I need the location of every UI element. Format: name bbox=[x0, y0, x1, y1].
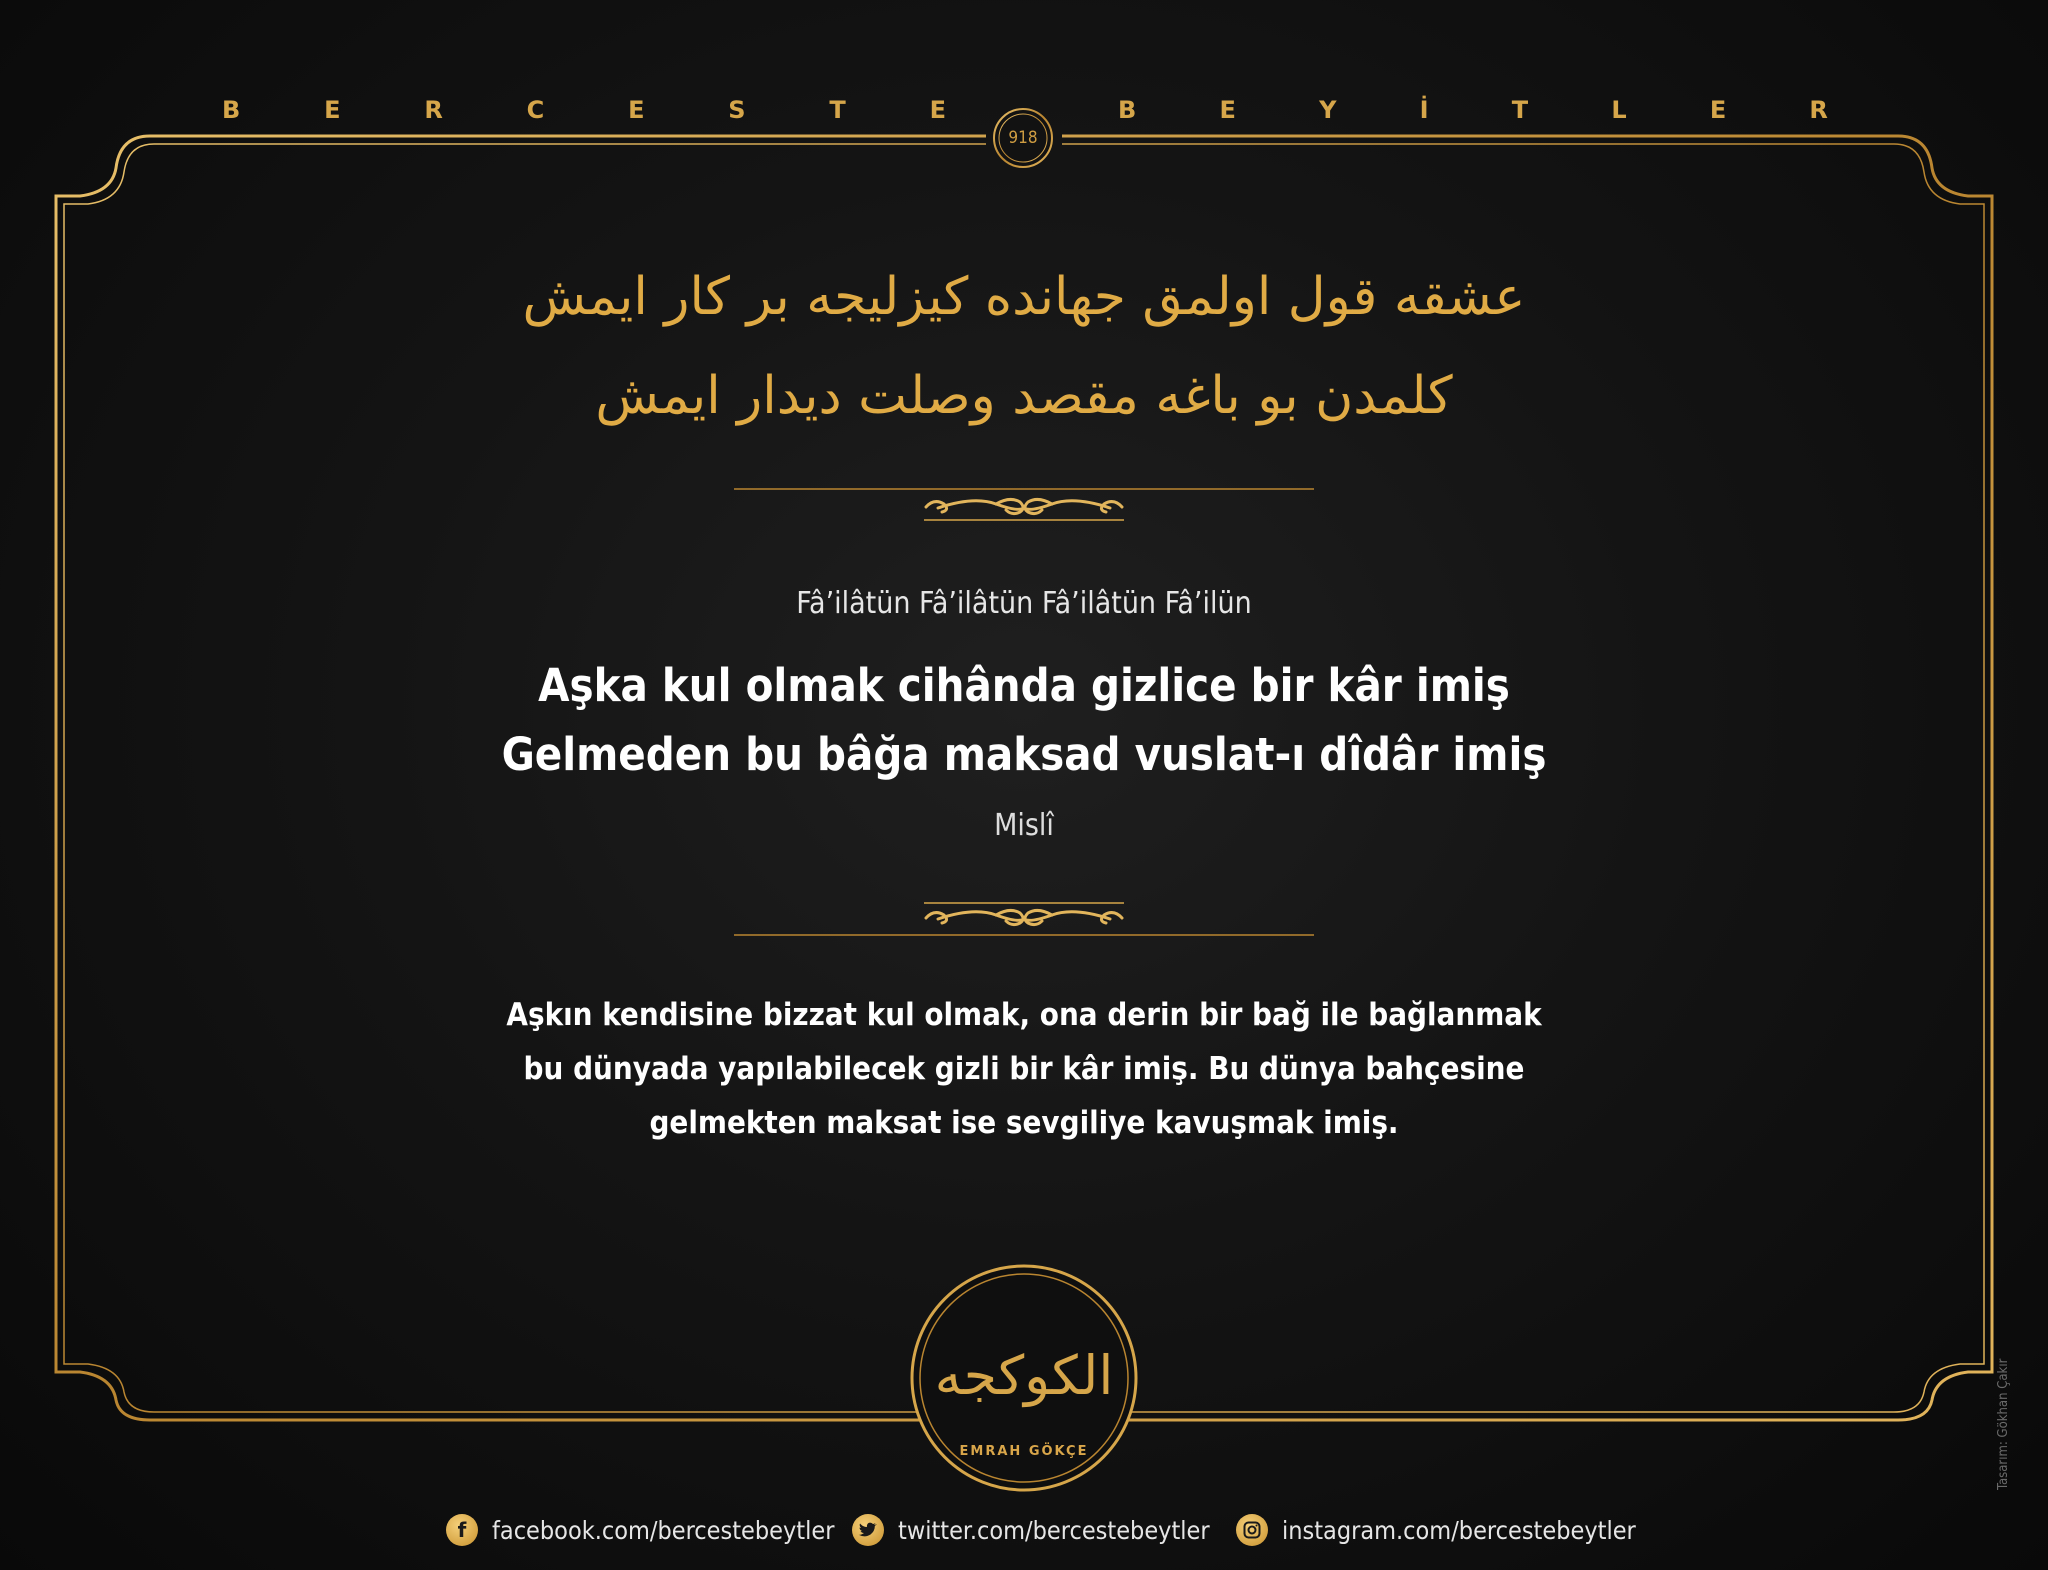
series-right-letter: E bbox=[1709, 96, 1727, 124]
twitter-url: twitter.com/bercestebeytler bbox=[898, 1515, 1210, 1545]
series-left-letter: E bbox=[324, 96, 341, 124]
instagram-link[interactable] bbox=[1236, 1510, 1636, 1550]
series-left-letter: C bbox=[526, 96, 545, 124]
series-left-letter: E bbox=[929, 96, 946, 124]
series-title-right bbox=[1118, 96, 1828, 124]
verse-line-1: Aşka kul olmak cihânda gizlice bir kâr imiş bbox=[538, 659, 1510, 712]
instagram-icon bbox=[1236, 1514, 1268, 1546]
series-right-letter: L bbox=[1611, 96, 1627, 124]
svg-text:الكوكجه: الكوكجه bbox=[934, 1344, 1114, 1407]
calligraphy-seal-logo bbox=[908, 1262, 1140, 1494]
series-left-letter: S bbox=[728, 96, 746, 124]
ornament-divider-top bbox=[734, 480, 1314, 540]
designer-credit: Tasarım: Gökhan Çakır bbox=[1996, 1358, 2011, 1490]
aruz-meter: Fâ’ilâtün Fâ’ilâtün Fâ’ilâtün Fâ’ilün bbox=[796, 586, 1252, 621]
series-left-letter: E bbox=[628, 96, 645, 124]
series-right-letter: B bbox=[1118, 96, 1137, 124]
series-left-letter: T bbox=[829, 96, 846, 124]
facebook-url: facebook.com/bercestebeytler bbox=[492, 1515, 835, 1545]
verse-explanation bbox=[424, 988, 1624, 1150]
ornament-divider-bottom bbox=[734, 888, 1314, 948]
series-title-left bbox=[222, 96, 946, 124]
ottoman-verse-line-1: عشقه قول اولمق جهانده كيزليجه بر كار ايمش bbox=[522, 267, 1526, 327]
series-right-letter: R bbox=[1809, 96, 1828, 124]
verse-line-2: Gelmeden bu bâğa maksad vuslat-ı dîdâr imiş bbox=[501, 728, 1547, 781]
series-right-letter: E bbox=[1219, 96, 1236, 124]
explanation-line-2: bu dünyada yapılabilecek gizli bir kâr imiş. Bu dünya bahçesine bbox=[523, 1051, 1525, 1087]
ottoman-verse-line-2: كلمدن بو باغه مقصد وصلت ديدار ايمش bbox=[595, 366, 1453, 426]
facebook-link[interactable] bbox=[446, 1510, 834, 1550]
explanation-line-1: Aşkın kendisine bizzat kul olmak, ona derin bir bağ ile bağlanmak bbox=[506, 997, 1542, 1033]
twitter-icon bbox=[852, 1514, 884, 1546]
seal-name: EMRAH GÖKÇE bbox=[959, 1444, 1089, 1459]
explanation-line-3: gelmekten maksat ise sevgiliye kavuşmak imiş. bbox=[649, 1105, 1399, 1141]
series-right-letter: T bbox=[1511, 96, 1529, 124]
instagram-url: instagram.com/bercestebeytler bbox=[1282, 1515, 1636, 1545]
series-left-letter: R bbox=[424, 96, 443, 124]
issue-number: 918 bbox=[1008, 128, 1038, 148]
series-left-letter: B bbox=[222, 96, 241, 124]
facebook-icon: f bbox=[446, 1514, 478, 1546]
series-right-letter: İ bbox=[1419, 96, 1429, 124]
poet-name: Mislî bbox=[994, 808, 1054, 843]
twitter-link[interactable] bbox=[852, 1510, 1210, 1550]
series-right-letter: Y bbox=[1319, 96, 1337, 124]
